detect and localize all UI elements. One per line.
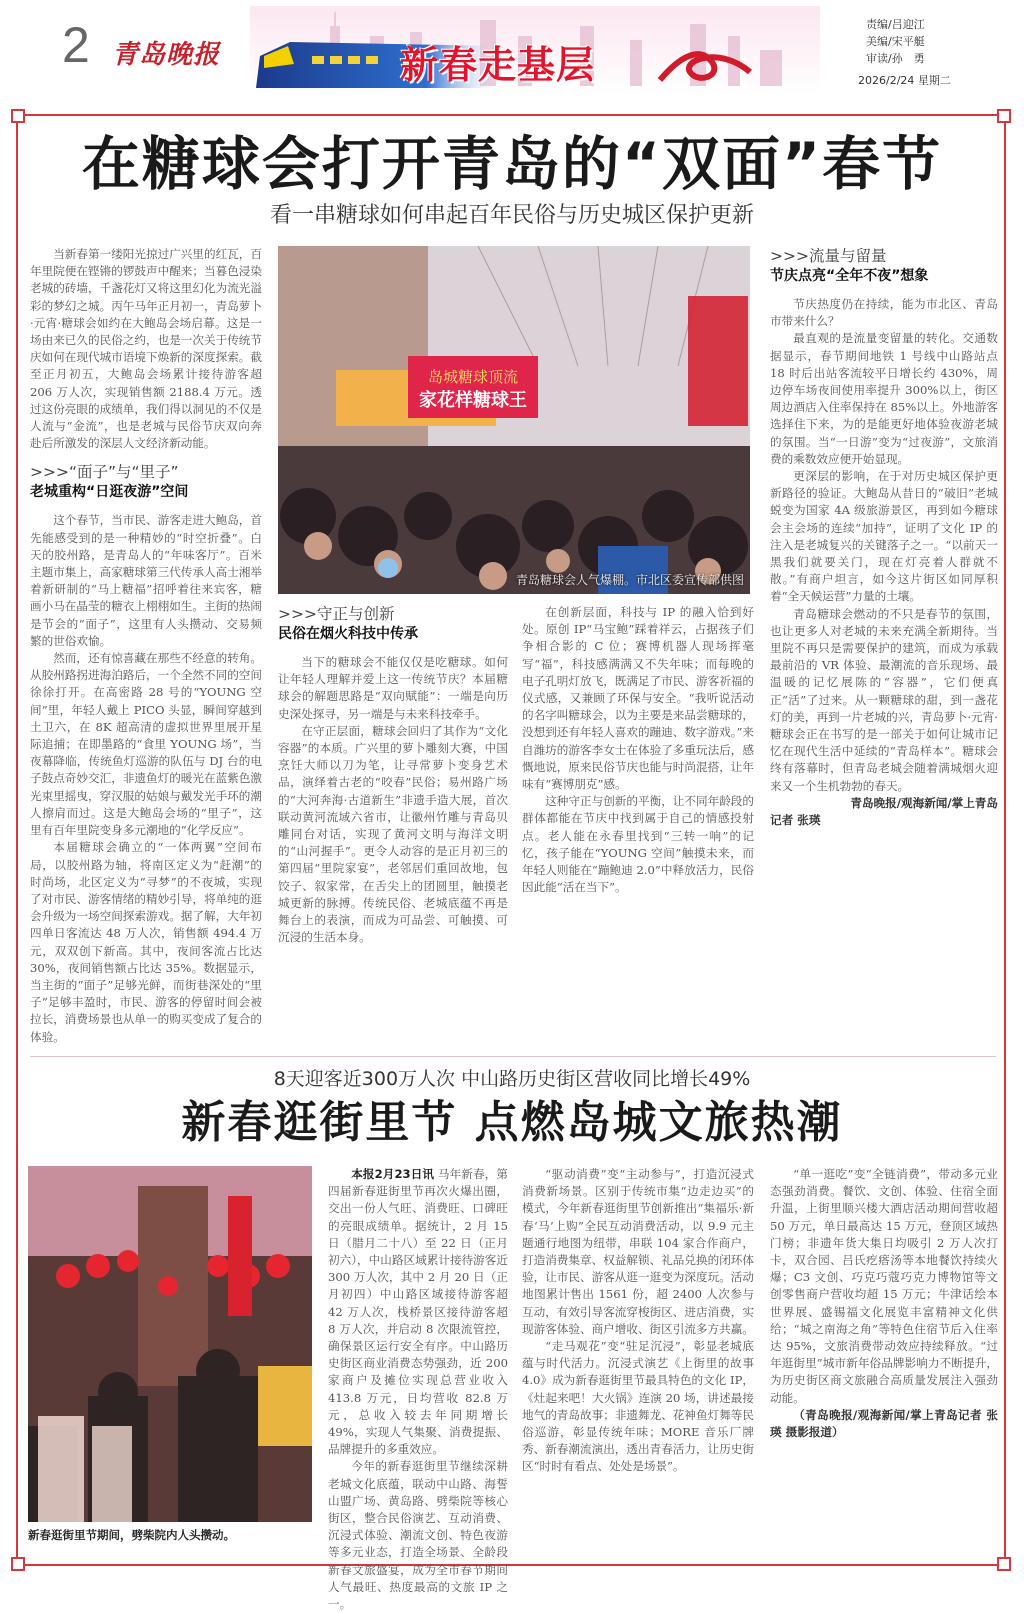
- section-title: 老城重构“日逛夜游”空间: [30, 484, 189, 501]
- paragraph: 青岛糖球会燃动的不只是春节的氛围，也让更多人对老城的未来充满全新期待。当里院不再只是需要保护的建筑，而成为承载最前沿的 VR 体验、最潮流的音乐现场、最温暖的记忆展陈的“容器”，它们便真正“活”了过来。从一颗糖球的甜，到一盏花灯的美，再到一片老城的兴，青岛萝卜·元宵·糖球会正在书写的是一部关于如何让城市记忆在现代生活中延续的“青岛样本”。糖球会终有落幕时，但青岛老城会随着满城烟火迎来又一个生机勃勃的春天。: [770, 606, 998, 793]
- section-banner: [250, 6, 820, 94]
- article1-headline: 在糖球会打开青岛的“双面”春节: [81, 130, 943, 198]
- article2-column-1: [328, 1166, 508, 1612]
- paragraph: 节庆热度仍在持续，能为市北区、青岛市带来什么？: [770, 297, 998, 329]
- paragraph: [328, 1166, 508, 1458]
- paragraph: “驱动消费”变“主动参与”，打造沉浸式消费新场景。区别于传统市集“边走边买”的模式，今年新春逛街里节创新推出“集福乐·新春‘马’上购”全民互动消费活动，以 9.9 元主题通行地图为纽带，串联 104 家合作商户，打造消费集章、权益解锁、礼品兑换的闭环体验，让市民、游客从逛一逛变为深度玩。活动地图累计售出 1561 份，超 2400 人次参与互动，有效引导客流穿梭街区、进店消费，实现游客体验、商户增收、街区引流多方共赢。: [522, 1167, 754, 1336]
- paragraph: 更深层的影响，在于对历史城区保护更新路径的验证。大鲍岛从昔日的“破旧”老城蜕变为国家 4A 级旅游景区，再到如今糖球会主会场的连续“加持”，证明了文化 IP 的注入是老城复兴的关键落子之一。“以前天一黑我们就要关门，现在灯亮着人群就不散。”有商户坦言，如今这片街区如同厚积着“全天候运营”力量的土壤。: [770, 469, 998, 604]
- credit-proofreader: 审读/孙 勇: [866, 52, 925, 65]
- dateline: 本报2月23日讯: [351, 1167, 435, 1181]
- newspaper-logo: 青岛晚报: [112, 40, 221, 70]
- article1-column-4: [770, 246, 998, 1046]
- section-kicker: >>>“面子”与“里子”: [30, 463, 179, 482]
- article2-subheadline: 8天迎客近300万人次 中山路历史街区营收同比增长49%: [273, 1068, 751, 1090]
- photo-sign-1: 岛城糖球顶流: [427, 368, 519, 386]
- section-kicker: >>>守正与创新: [278, 605, 395, 623]
- article1-photo-caption: 青岛糖球会人气爆棚。市北区委宣传部供图: [515, 573, 744, 587]
- paragraph: 这个春节，当市民、游客走进大鲍岛，首先能感受到的是一种精妙的“时空折叠”。白天的胶州路，是青岛人的“年味客厅”。百米主题市集上，高家糖球第三代传承人高士湘举着新研制的“马上糖福”招呼着往来宾客，糖画小马在晶莹的糖衣上栩栩如生。主街的热闹是节会的“面子”，这里有人头攒动、交易频繁的世俗欢愉。: [30, 513, 262, 648]
- article1-intro: 当新春第一缕阳光掠过广兴里的红瓦，百年里院便在铿锵的锣鼓声中醒来；当暮色浸染老城的砖墙，千盏花灯又将这里幻化为流光溢彩的梦幻之城。丙午马年正月初一，青岛萝卜·元宵·糖球会如约在大鲍岛会场启幕。这是一场由来已久的民俗之约，也是一次关于传统节庆如何在现代城市语境下焕新的深度探索。截至正月初五，大鲍岛会场累计接待游客超 206 万人次，实现销售额 2188.4 万元。透过这份亮眼的成绩单，我们得以洞见的不仅是人流与“金流”，也是老城与民俗节庆双向奔赴后所激发的深层人文经济新动能。: [30, 247, 262, 451]
- paragraph: 这种守正与创新的平衡，让不同年龄段的群体都能在节庆中找到属于自己的情感投射点。老人能在永春里找到“三转一响”的记忆，孩子能在“YOUNG 空间”触摸未来，而年轻人则能在“蹦鲍迪 2.0”中释放活力，民俗因此能“活在当下”。: [522, 794, 754, 895]
- page-number: 2: [62, 17, 90, 73]
- article2-headline: 新春逛街里节 点燃岛城文旅热潮: [181, 1097, 843, 1148]
- article1-column-1: [30, 246, 262, 1046]
- paragraph: 当下的糖球会不能仅仅是吃糖球。如何让年轻人理解并爱上这一传统节庆？本届糖球会的解题思路是“双向赋能”：一端是向历史深处探寻，另一端是与未来科技牵手。: [278, 655, 508, 721]
- section-divider: [30, 1056, 996, 1057]
- frame-corner: [11, 1557, 25, 1571]
- paragraph: 最直观的是流量变留量的转化。交通数据显示，春节期间地铁 1 号线中山路站点 18 时后出站客流较平日增长约 430%，周边停车场夜间使用率提升 300%以上，街区周边酒店入住率保持在 85%以上。外地游客选择住下来，为的是能更好地体验夜游老城的氛围。当“一日游”变为“过夜游”，文旅消费的乘数效应便开始显现。: [770, 331, 998, 466]
- article2-byline: （青岛晚报/观海新闻/掌上青岛记者 张瑛 摄影报道）: [770, 1407, 998, 1440]
- section-title: 民俗在烟火科技中传承: [278, 626, 418, 642]
- section-title: 节庆点亮“全年不夜”想象: [770, 268, 929, 284]
- paragraph: “单一逛吃”变“全链消费”，带动多元业态强劲消费。餐饮、文创、体验、住宿全面升温，上街里顺兴楼大酒店活动期间营收超 50 万元，单日最高达 15 万元，登顶区域热门榜；非遗年货大集日均吸引 2 万人次打卡，双合园、吕氏疙瘩汤等本地餐饮持续火爆；C3 文创、巧克巧蔻巧克力博物馆等文创零售商户营收均超 15 万元；牛津话绘本世界展、盛锡福文化展览丰富精神文化供给；“城之南海之角”等特色住宿节后入住率达 95%，文旅消费带动效应持续释放。“过年逛街里”城市新年俗品牌影响力不断提升，为历史街区商文旅融合高质量发展注入强劲动能。: [770, 1167, 998, 1405]
- article1-column-3: [522, 604, 754, 1044]
- article1-byline-reporter: 记者 张瑛: [770, 813, 821, 828]
- article1-photo: [278, 246, 750, 594]
- credit-editor: 责编/吕迎江: [866, 18, 925, 31]
- section-heading: [30, 462, 262, 502]
- article1-subheadline: 看一串糖球如何串起百年民俗与历史城区保护更新: [269, 203, 754, 228]
- crowd-photo-illustration: [278, 246, 750, 594]
- paragraph: 今年的新春逛街里节继续深耕老城文化底蕴，联动中山路、海誓山盟广场、黄岛路、劈柴院等核心街区，整合民俗演艺、互动消费、沉浸式体验、潮流文创、特色夜游等多元业态，打造全场景、全龄段新春文旅盛宴，成为全市春节期间人气最旺、热度最高的文旅 IP 之一。: [328, 1459, 508, 1612]
- issue-date: 2026/2/24 星期二: [858, 74, 951, 87]
- section-heading: [278, 604, 508, 644]
- editor-credits: [866, 16, 925, 67]
- photo-sign-2: 家花样糖球王: [419, 390, 527, 411]
- article2-column-3: [770, 1166, 998, 1546]
- frame-corner: [11, 109, 25, 123]
- credit-designer: 美编/宋平艇: [866, 35, 925, 48]
- section-kicker: >>>流量与留量: [770, 247, 887, 265]
- banner-title: 新春走基层: [400, 43, 596, 87]
- paragraph: 然而，还有惊喜藏在那些不经意的转角。从胶州路拐进海泊路后，一个全然不同的空间徐徐打开。在高密路 28 号的“YOUNG 空间”里，年轻人戴上 PICO 头显，瞬间穿越到土卫六，在 8K 超高清的虚拟世界里展开星际追捕；在即墨路的“食里 YOUNG 场”，当夜幕降临，传统鱼灯巡游的队伍与 DJ 台的电子鼓点奇妙交汇，非遗鱼灯的暖光在蓝紫色激光束里摇曳，穿汉服的姑娘与戴发光手环的潮人擦肩而过。这是大鲍岛会场的“里子”，这里有百年里院变身多元潮地的“化学反应”。: [30, 651, 262, 838]
- article2-photo-caption: 新春逛街里节期间，劈柴院内人头攒动。: [28, 1528, 235, 1542]
- paragraph: “走马观花”变“驻足沉浸”，彰显老城底蕴与时代活力。沉浸式演艺《上街里的故事 4.0》成为新春逛街里节最具特色的文化 IP，《灶起来吧！大火锅》连演 20 场，讲述最接地气的青岛故事；非遗舞龙、花神鱼灯舞等民俗巡游，彰显传统年味；MORE 音乐厂牌秀、新春潮流演出，透出青春活力，让历史街区“时时有看点、处处是场景”。: [522, 1339, 754, 1474]
- frame-corner: [997, 1557, 1011, 1571]
- article1-byline-outlet: 青岛晚报/观海新闻/掌上青岛: [850, 795, 998, 810]
- article1-column-2: [278, 604, 508, 1044]
- article2-photo: [28, 1166, 312, 1522]
- paragraph: 在创新层面，科技与 IP 的融入恰到好处。原创 IP“马宝鲍”踩着祥云，占据孩子们争相合影的 C 位；赛博机器人现场挥毫写“福”，科技感满满又不失年味；而每晚的电子孔明灯放飞，既满足了市民、游客祈福的仪式感，又兼顾了环保与安全。“我听说活动的名字叫糖球会，以为主要是来品尝糖球的，没想到还有年轻人喜欢的蹦迪、数字游戏。”来自潍坊的游客李女士在体验了多重玩法后，感慨地说，原来民俗节庆也能与时尚混搭，让年味有“赛博朋克”感。: [522, 605, 755, 792]
- paragraph: 在守正层面，糖球会回归了其作为“文化容器”的本质。广兴里的萝卜雕刻大赛，中国烹饪大师以刀为笔，让寻常萝卜变身艺术品，演绎着古老的“咬春”民俗；易州路广场的“大河奔海·古道新生”非遗手造大展，首次联动黄河流域六省市，让徽州竹雕与青岛贝雕同台对话，实现了黄河文明与海洋文明的“山河握手”。更令人动容的是正月初三的第四届“里院家宴”，老邻居们重回故地，包饺子、叙家常，在舌尖上的团圆里，触摸老城更新的脉搏。传统民俗、老城底蕴不再是舞台上的表演，而成为可品尝、可触摸、可沉浸的生活本身。: [278, 723, 508, 945]
- article2-column-2: [522, 1166, 754, 1546]
- lead-text: 马年新春，第四届新春逛街里节再次火爆出圈，交出一份人气旺、消费旺、口碑旺的亮眼成绩单。据统计，2 月 15 日（腊月二十八）至 22 日（正月初六），中山路区域累计接待游客近 300 万人次，其中 2 月 20 日（正月初四）中山路区域接待游客超 42 万人次，栈桥景区接待游客超 8 万人次，并启动 8 次限流管控，确保景区运行安全有序。中山路历史街区商业消费态势强劲，近 200 家商户及摊位实现总营业收入 413.8 万元，日均营收 82.8 万元，总收入较去年同期增长 49%，实现人气集聚、消费提振、品牌提升的多重效应。: [328, 1167, 508, 1457]
- section-heading: [770, 246, 998, 286]
- street-photo-illustration: [28, 1166, 312, 1522]
- paragraph: 本届糖球会确立的“一体两翼”空间布局，以胶州路为轴，将南区定义为“赶潮”的时尚场，北区定义为“寻梦”的不夜城，实现了对市民、游客情绪的精妙引导，将单纯的逛会升级为一场空间探索游戏。据了解，大年初四单日客流达 48 万人次，销售额 494.4 万元，双双创下新高。其中，夜间客流占比达 30%，夜间销售额占比达 35%。数据显示，当主街的“面子”足够光鲜，而街巷深处的“里子”足够丰盈时，市民、游客的停留时间会被拉长，消费场景也从单一的购买变成了复合的体验。: [30, 840, 262, 1044]
- frame-corner: [997, 109, 1011, 123]
